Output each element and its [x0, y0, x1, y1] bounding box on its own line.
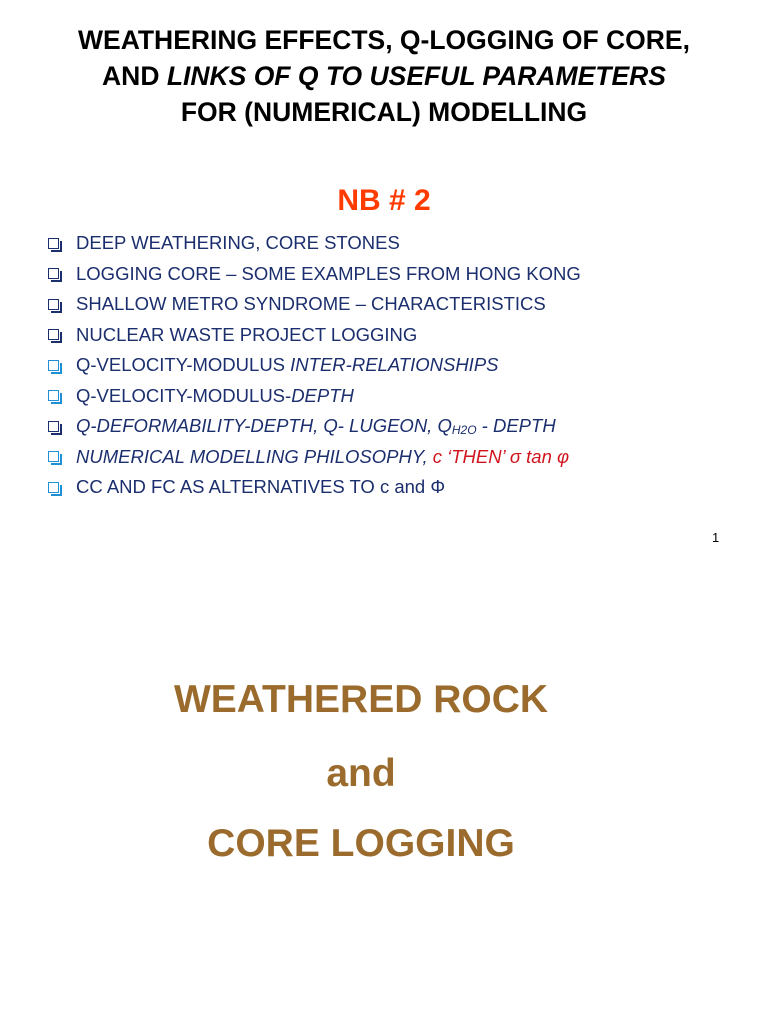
checkbox-bullet-icon	[48, 329, 59, 340]
list-item	[48, 320, 748, 351]
checkbox-bullet-icon	[48, 360, 59, 371]
page-number: 1	[712, 530, 720, 545]
list-item-text-b: - DEPTH	[476, 415, 556, 437]
slide-2-line-2: and	[326, 752, 396, 795]
slide-title	[0, 22, 768, 130]
list-item-text-italic: INTER-RELATIONSHIPS	[290, 354, 499, 376]
list-item-text	[76, 446, 569, 468]
list-item	[48, 228, 748, 259]
list-item	[48, 350, 748, 381]
checkbox-bullet-icon	[48, 482, 59, 493]
list-item	[48, 289, 748, 320]
title-line-2	[0, 58, 768, 94]
list-item-text: LOGGING CORE – SOME EXAMPLES FROM HONG KONG	[76, 262, 581, 284]
checkbox-bullet-icon	[48, 268, 59, 279]
slide-2-line-1: WEATHERED ROCK	[173, 678, 549, 721]
bullet-list	[48, 228, 748, 503]
checkbox-bullet-icon	[48, 238, 59, 249]
list-item-text: CC AND FC AS ALTERNATIVES TO c and Φ	[76, 476, 446, 498]
title-line-2-prefix: AND	[102, 61, 167, 91]
list-item	[48, 411, 748, 442]
title-line-1: WEATHERING EFFECTS, Q-LOGGING OF CORE,	[78, 25, 690, 55]
slide-2-line-3: CORE LOGGING	[207, 822, 515, 865]
list-item-text: SHALLOW METRO SYNDROME – CHARACTERISTICS	[76, 293, 546, 315]
list-item-text-italic: DEPTH	[291, 384, 354, 406]
list-item-text-plain: Q-VELOCITY-MODULUS-	[76, 384, 292, 406]
list-item-text: DEEP WEATHERING, CORE STONES	[76, 232, 400, 254]
title-line-2-italic: LINKS OF Q TO USEFUL PARAMETERS	[166, 61, 666, 91]
title-line-3: FOR (NUMERICAL) MODELLING	[180, 97, 588, 127]
list-item	[48, 442, 748, 473]
list-item	[48, 259, 748, 290]
list-item-text	[76, 354, 499, 376]
list-item-text: NUCLEAR WASTE PROJECT LOGGING	[76, 323, 418, 345]
list-item-text-a: NUMERICAL MODELLING PHILOSOPHY,	[76, 445, 433, 467]
list-item-text-b: c ‘THEN’ σ tan φ	[432, 445, 570, 467]
list-item-text	[76, 415, 556, 437]
list-item-text-plain: Q-VELOCITY-MODULUS	[76, 354, 291, 376]
checkbox-bullet-icon	[48, 421, 59, 432]
slide-heading: NB # 2	[337, 184, 431, 217]
list-item-text	[76, 385, 354, 407]
checkbox-bullet-icon	[48, 390, 59, 401]
checkbox-bullet-icon	[48, 299, 59, 310]
list-item-subscript: H2O	[451, 423, 477, 438]
list-item-text-a: Q-DEFORMABILITY-DEPTH, Q- LUGEON, Q	[76, 415, 452, 437]
list-item	[48, 381, 748, 412]
list-item	[48, 472, 748, 503]
checkbox-bullet-icon	[48, 451, 59, 462]
